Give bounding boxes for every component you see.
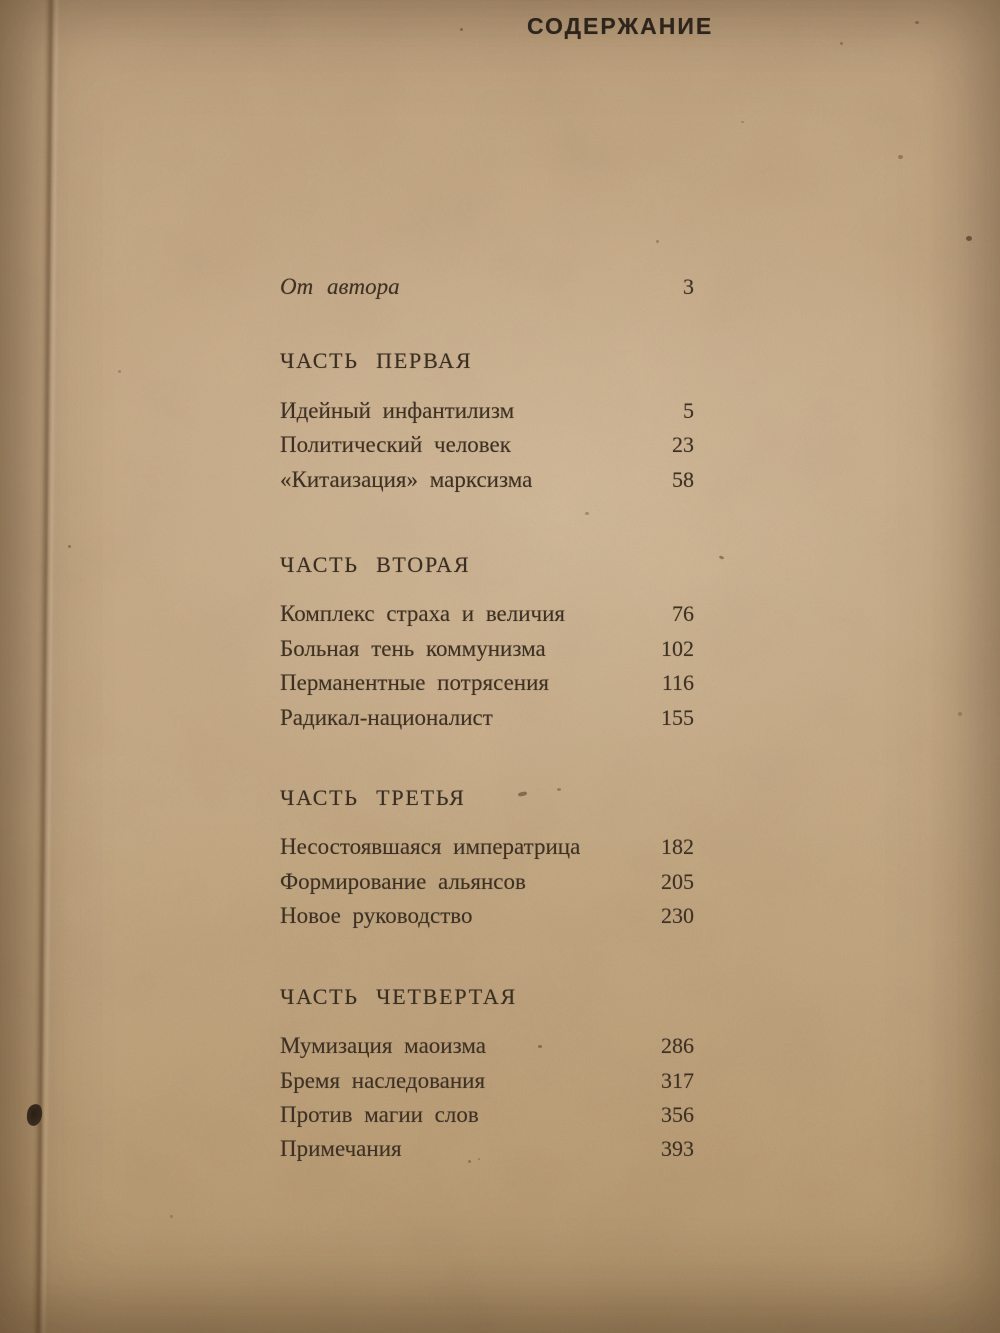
page-title: СОДЕРЖАНИЕ	[527, 13, 714, 39]
toc-entry	[280, 1132, 694, 1166]
toc-entry-label: Против магии слов	[280, 1101, 479, 1127]
table-of-contents	[280, 270, 694, 1167]
toc-entry	[280, 463, 694, 497]
paper-speck	[840, 42, 843, 45]
toc-entry-page-number: 182	[661, 834, 694, 860]
toc-entry-page-number: 393	[661, 1136, 694, 1162]
toc-entry-page-number: 116	[661, 670, 694, 696]
paper-speck	[958, 712, 962, 716]
toc-entry	[280, 830, 694, 864]
toc-entry-label: Идейный инфантилизм	[280, 397, 515, 423]
toc-sections	[280, 344, 694, 1166]
toc-entry	[280, 1029, 694, 1063]
toc-entry	[280, 597, 694, 631]
toc-entry	[280, 1098, 694, 1132]
toc-entry	[280, 270, 694, 304]
photo-watermark: WWW.AY.BY	[924, 1317, 991, 1328]
toc-entry	[280, 701, 694, 735]
toc-entry-label: «Китаизация» марксизма	[280, 466, 533, 492]
toc-entry-label: От автора	[280, 274, 400, 299]
toc-entry	[280, 428, 694, 462]
toc-entry	[280, 394, 694, 428]
toc-entry	[280, 632, 694, 666]
toc-entry-label: Бремя наследования	[280, 1067, 486, 1093]
toc-entry-page-number: 76	[672, 601, 694, 627]
paper-speck	[915, 21, 919, 24]
toc-entry-page-number: 205	[661, 868, 694, 894]
toc-entry-page-number: 3	[683, 274, 694, 299]
toc-entry	[280, 865, 694, 899]
toc-section	[280, 980, 694, 1167]
toc-entry-label: Перманентные потрясения	[280, 670, 549, 696]
toc-section	[280, 548, 694, 735]
toc-entry-label: Несостоявшаяся императрица	[280, 834, 581, 860]
toc-entry-page-number: 102	[661, 635, 694, 661]
toc-entry	[280, 666, 694, 700]
toc-section-heading: ЧАСТЬ ПЕРВАЯ	[280, 348, 473, 374]
toc-entry-label: Больная тень коммунизма	[280, 635, 546, 661]
toc-entry-page-number: 23	[672, 432, 694, 458]
paper-speck	[966, 236, 972, 241]
toc-section-heading: ЧАСТЬ ВТОРАЯ	[280, 552, 471, 578]
toc-section	[280, 344, 694, 497]
toc-entry-page-number: 58	[672, 466, 694, 492]
toc-entry	[280, 1064, 694, 1098]
toc-entry-label: Мумизация маоизма	[280, 1033, 486, 1059]
toc-entry-label: Политический человек	[280, 432, 511, 458]
toc-section	[280, 781, 694, 934]
toc-entry-page-number: 317	[661, 1067, 694, 1093]
paper-speck	[719, 555, 725, 560]
toc-entry-page-number: 155	[661, 704, 694, 730]
paper-speck	[898, 155, 903, 159]
toc-section-heading: ЧАСТЬ ТРЕТЬЯ	[280, 785, 466, 811]
paper-speck	[170, 1215, 173, 1218]
toc-entry-label: Примечания	[280, 1136, 402, 1162]
paper-speck	[118, 370, 121, 373]
toc-entry-page-number: 230	[661, 903, 694, 929]
paper-speck	[460, 28, 463, 31]
toc-section-heading: ЧАСТЬ ЧЕТВЕРТАЯ	[280, 983, 518, 1009]
toc-entry	[280, 899, 694, 933]
toc-entry-label: Радикал-националист	[280, 704, 493, 730]
toc-entry-label: Новое руководство	[280, 903, 473, 929]
toc-entry-page-number: 5	[683, 397, 694, 423]
toc-entry-label: Комплекс страха и величия	[280, 601, 566, 627]
paper-speck	[68, 545, 71, 548]
paper-speck	[656, 240, 659, 243]
paper-speck	[741, 121, 744, 123]
toc-entry-page-number: 286	[661, 1033, 694, 1059]
toc-entry-label: Формирование альянсов	[280, 868, 526, 894]
toc-entry-page-number: 356	[661, 1101, 694, 1127]
